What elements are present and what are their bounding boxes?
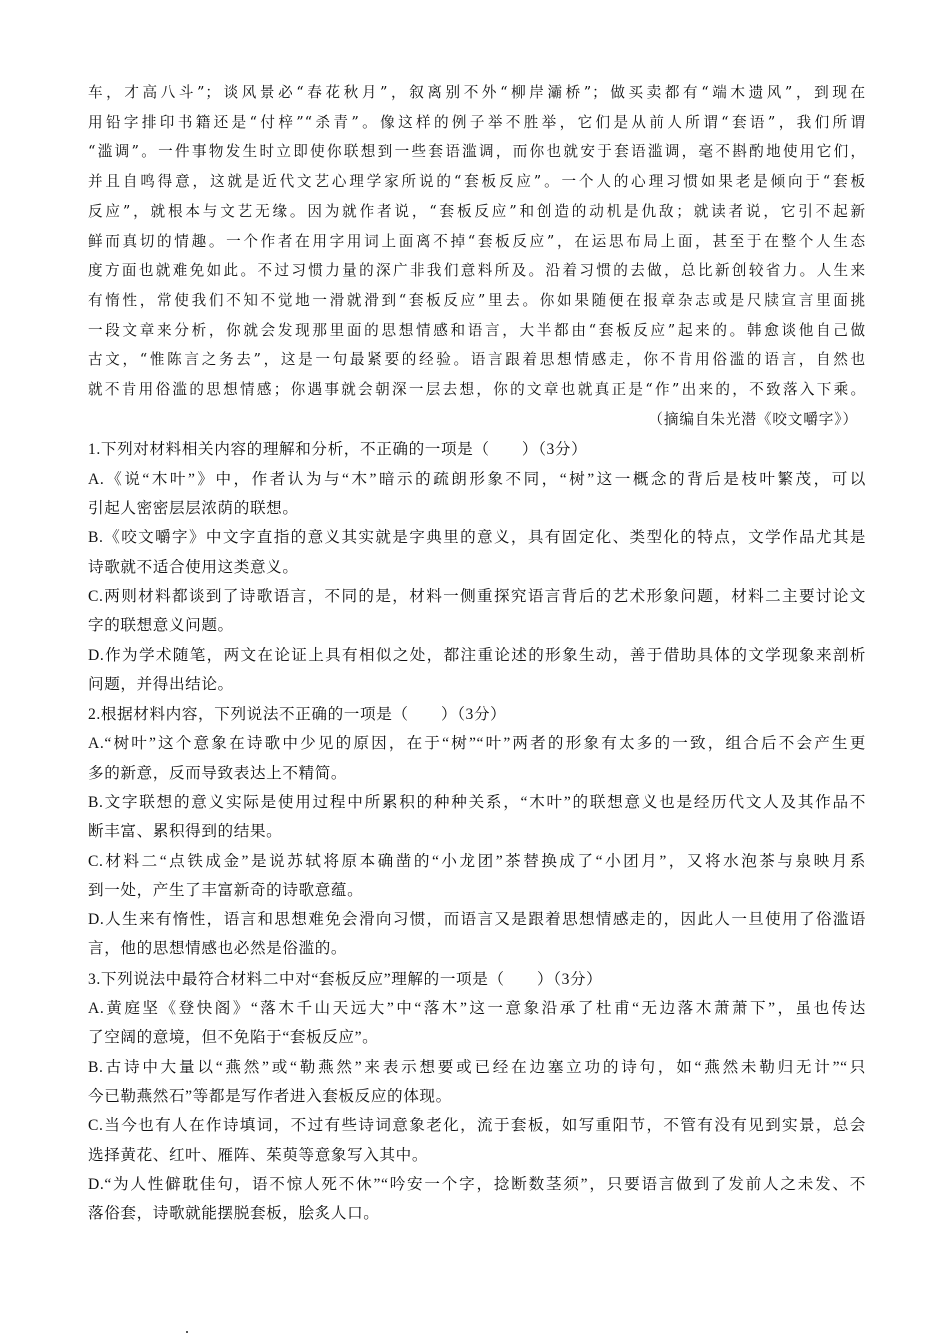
passage-line: 车，才高八斗”；谈风景必“春花秋月”，叙离别不外“柳岸灞桥”；做买卖都有“端木遗风”，到现在 <box>88 84 866 101</box>
reading-passage <box>88 78 866 405</box>
option-a: A.黄庭坚《登快阁》“落木千山天远大”中“落木”这一意象沿承了杜甫“无边落木萧萧下”，虽也传达 <box>88 1000 866 1018</box>
passage-line: 反应”，就根本与文艺无缘。因为就作者说，“套板反应”和创造的动机是仇敌；就读者说，它引不起新 <box>88 202 866 220</box>
option-b-cont: 诗歌就不适合使用这类意义。 <box>88 558 299 576</box>
option-c: C.两则材料都谈到了诗歌语言，不同的是，材料一侧重探究语言背后的艺术形象问题，材料二主要讨论文 <box>88 587 866 605</box>
option-b: B.《咬文嚼字》中文字直指的意义其实就是字典里的意义，具有固定化、类型化的特点，文学作品尤其是 <box>88 529 866 547</box>
passage-line: 就不肯用俗滥的思想情感；你遇事就会朝深一层去想，你的文章也就真正是“作”出来的，不致落入下乘。 <box>88 381 866 399</box>
option-d: D.“为人性僻耽佳句，语不惊人死不休”“吟安一个字，捻断数茎须”，只要语言做到了发前人之未发、不 <box>88 1175 866 1193</box>
option-a-cont: 引起人密密层层浓荫的联想。 <box>88 500 299 518</box>
question-3 <box>88 965 866 1229</box>
passage-line: 有惰性，常使我们不知不觉地一滑就滑到“套板反应”里去。你如果随便在报章杂志或是尺牍宣言里面挑 <box>88 291 866 309</box>
option-c: C.材料二“点铁成金”是说苏轼将原本确凿的“小龙团”茶替换成了“小团月”，又将水泡茶与泉映月系 <box>88 852 866 870</box>
passage-source: （摘编自朱光潜《咬文嚼字》） <box>648 410 858 428</box>
option-c-cont: 字的联想意义问题。 <box>88 617 234 635</box>
page-dot <box>186 1331 188 1333</box>
option-b: B.文字联想的意义实际是使用过程中所累积的种种关系，“木叶”的联想意义也是经历代文人及其作品不 <box>88 794 866 811</box>
option-d: D.作为学术随笔，两文在论证上具有相似之处，都注重论述的形象生动，善于借助具体的文学现象来剖析 <box>88 646 866 664</box>
question-stem: 2.根据材料内容，下列说法不正确的一项是（ ）（3分） <box>88 706 507 724</box>
question-stem: 1.下列对材料相关内容的理解和分析，不正确的一项是（ ）（3分） <box>88 441 588 459</box>
passage-line: 古文，“惟陈言之务去”，这是一句最紧要的经验。语言跟着思想情感走，你不肯用俗滥的语言，自然也 <box>88 351 866 369</box>
option-b-cont: 今已勒燕然石”等都是写作者进入套板反应的体现。 <box>88 1087 452 1105</box>
option-d-cont: 言，他的思想情感也必然是俗滥的。 <box>88 940 348 958</box>
option-d-cont: 问题，并得出结论。 <box>88 675 234 693</box>
question-1 <box>88 435 866 699</box>
option-a: A.《说“木叶”》中，作者认为与“木”暗示的疏朗形象不同，“树”这一概念的背后是枝叶繁茂，可以 <box>88 470 866 488</box>
passage-line: 度方面也就难免如此。不过习惯力量的深广非我们意料所及。沿着习惯的去做，总比新创较省力。人生来 <box>88 262 866 280</box>
option-a: A.“树叶”这个意象在诗歌中少见的原因，在于“树”“叶”两者的形象有太多的一致，组合后不会产生更 <box>88 735 866 753</box>
option-a-cont: 了空阔的意境，但不免陷于“套板反应”。 <box>88 1029 379 1047</box>
option-c: C.当今也有人在作诗填词，不过有些诗词意象老化，流于套板，如写重阳节，不管有没有见到实景，总会 <box>88 1117 866 1135</box>
option-c-cont: 到一处，产生了丰富新奇的诗歌意蕴。 <box>88 881 364 899</box>
passage-line: 用铅字排印书籍还是“付梓”“杀青”。像这样的例子举不胜举，它们是从前人所谓“套语”，我们所谓 <box>88 113 866 131</box>
option-d: D.人生来有惰性，语言和思想难免会滑向习惯，而语言又是跟着思想情感走的，因此人一旦使用了俗滥语 <box>88 911 866 929</box>
option-a-cont: 多的新意，反而导致表达上不精简。 <box>88 764 348 782</box>
option-b-cont: 断丰富、累积得到的结果。 <box>88 823 283 841</box>
passage-line: 鲜而真切的情趣。一个作者在用字用词上面离不掉“套板反应”，在运思布局上面，甚至于在整个人生态 <box>88 232 866 250</box>
question-stem: 3.下列说法中最符合材料二中对“套板反应”理解的一项是（ ）（3分） <box>88 970 603 988</box>
question-2 <box>88 700 866 964</box>
passage-line: 并且自鸣得意，这就是近代文艺心理学家所说的“套板反应”。一个人的心理习惯如果老是倾向于“套板 <box>88 173 866 191</box>
option-c-cont: 选择黄花、红叶、雁阵、茱萸等意象写入其中。 <box>88 1146 429 1164</box>
passage-line: 一段文章来分析，你就会发现那里面的思想情感和语言，大半都由“套板反应”起来的。韩愈谈他自己做 <box>88 321 866 339</box>
document-page <box>88 78 866 1228</box>
option-d-cont: 落俗套，诗歌就能摆脱套板，脍炙人口。 <box>88 1205 380 1223</box>
passage-line: “滥调”。一件事物发生时立即使你联想到一些套语滥调，而你也就安于套语滥调，毫不斟酌地使用它们， <box>88 143 866 161</box>
option-b: B.古诗中大量以“燕然”或“勒燕然”来表示想要或已经在边塞立功的诗句，如“燕然未勒归无计”“只 <box>88 1058 866 1076</box>
